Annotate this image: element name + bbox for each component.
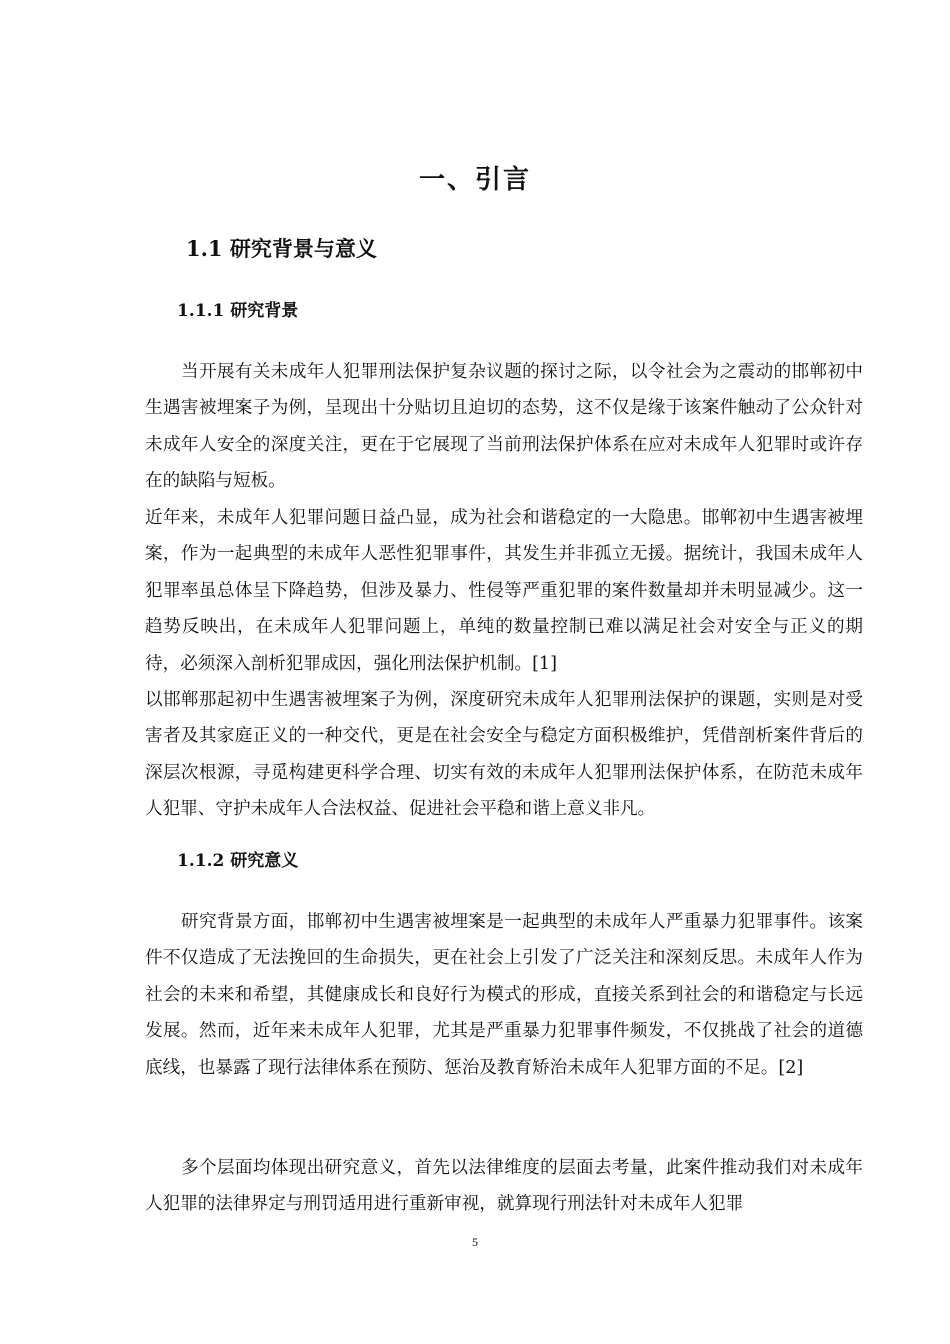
paragraph: 多个层面均体现出研究意义，首先以法律维度的层面去考量，此案件推动我们对未成年人犯罪的法律界定与刑罚适用进行重新审视，就算现行刑法针对未成年人犯罪 <box>145 1158 863 1215</box>
paragraph: 近年来，未成年人犯罪问题日益凸显，成为社会和谐稳定的一大隐患。邯郸初中生遇害被埋案，作为一起典型的未成年人恶性犯罪事件，其发生并非孤立无援。据统计，我国未成年人犯罪率虽总体呈下降趋势，但涉及暴力、性侵等严重犯罪的案件数量却并未明显减少。这一趋势反映出，在未成年人犯罪问题上，单纯的数量控制已难以满足社会对安全与正义的期待，必须深入剖析犯罪成因，强化刑法保护机制。[1] <box>145 508 863 674</box>
section-heading: 1.1 研究背景与意义 <box>186 236 377 261</box>
subsection-heading-background: 1.1.1 研究背景 <box>177 301 299 321</box>
page-number: 5 <box>472 1235 478 1249</box>
paragraph: 当开展有关未成年人犯罪刑法保护复杂议题的探讨之际，以令社会为之震动的邯郸初中生遇害被埋案子为例，呈现出十分贴切且迫切的态势，这不仅是缘于该案件触动了公众针对未成年人安全的深度关注，更在于它展现了当前刑法保护体系在应对未成年人犯罪时或许存在的缺陷与短板。 <box>145 362 863 492</box>
chapter-title: 一、引言 <box>418 165 531 195</box>
paragraph: 研究背景方面，邯郸初中生遇害被埋案是一起典型的未成年人严重暴力犯罪事件。该案件不仅造成了无法挽回的生命损失，更在社会上引发了广泛关注和深刻反思。未成年人作为社会的未来和希望，其健康成长和良好行为模式的形成，直接关系到社会的和谐稳定与长远发展。然而，近年来未成年人犯罪，尤其是严重暴力犯罪事件频发，不仅挑战了社会的道德底线，也暴露了现行法律体系在预防、惩治及教育矫治未成年人犯罪方面的不足。[2] <box>145 912 863 1078</box>
paragraph: 以邯郸那起初中生遇害被埋案子为例，深度研究未成年人犯罪刑法保护的课题，实则是对受害者及其家庭正义的一种交代，更是在社会安全与稳定方面积极维护，凭借剖析案件背后的深层次根源，寻觅构建更科学合理、切实有效的未成年人犯罪刑法保护体系，在防范未成年人犯罪、守护未成年人合法权益、促进社会平稳和谐上意义非凡。 <box>145 690 863 820</box>
subsection-heading-significance: 1.1.2 研究意义 <box>177 851 299 871</box>
